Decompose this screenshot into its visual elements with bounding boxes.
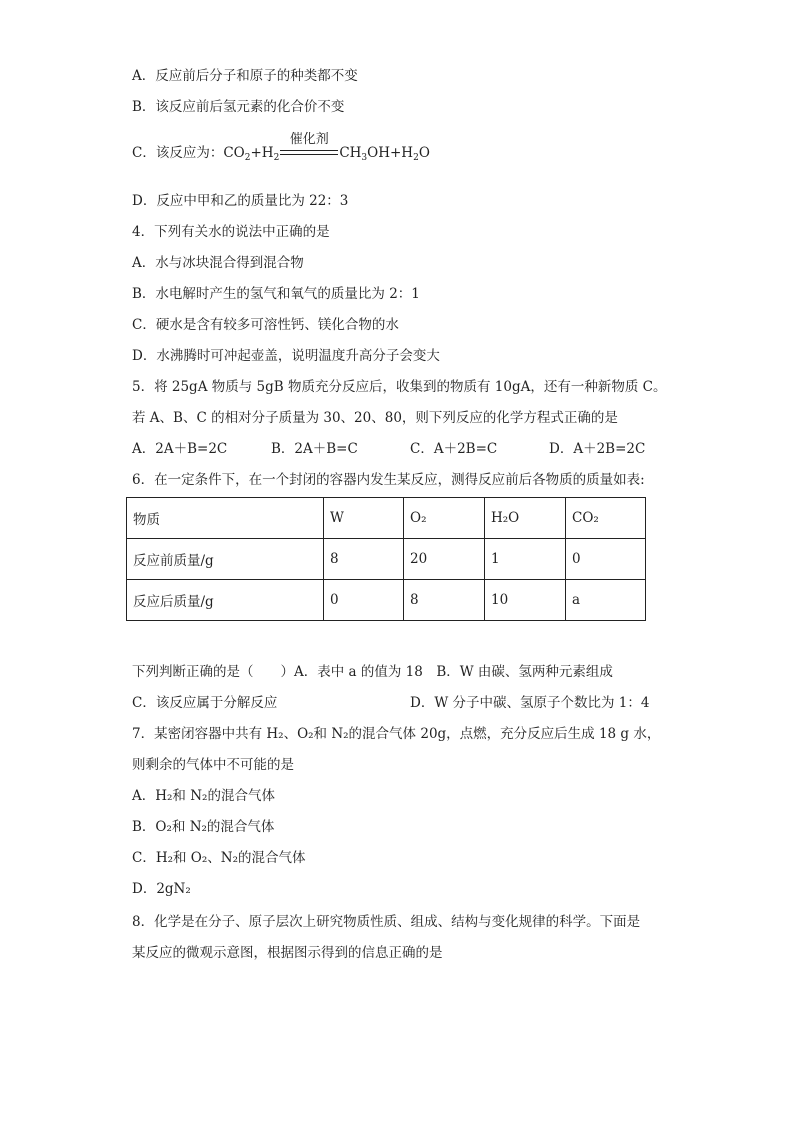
- q7-stem-line2: 则剩余的气体中不可能的是: [132, 757, 294, 773]
- table-cell: 1: [485, 539, 566, 580]
- q6-option-d: D．W 分子中碳、氢原子个数比为 1：4: [410, 695, 650, 711]
- equation-arrow: [280, 131, 338, 163]
- table-header-cell: O₂: [404, 498, 485, 539]
- q7-option-d: D．2gN₂: [132, 881, 191, 897]
- table-header-cell: W: [324, 498, 404, 539]
- table-header-row: [127, 498, 646, 539]
- equation: $CO_2+H_2$ 催化剂 $CH_3OH+H_2O$: [223, 131, 430, 163]
- q5-option-b: B．2A＋B=C: [271, 441, 358, 457]
- q3-option-b: B．该反应前后氢元素的化合价不变: [132, 99, 345, 115]
- q5-stem-line2: 若 A、B、C 的相对分子质量为 30、20、80，则下列反应的化学方程式正确的是: [132, 410, 618, 426]
- q4-stem: 4．下列有关水的说法中正确的是: [132, 224, 330, 240]
- table-cell: a: [566, 580, 646, 621]
- table-header-cell: H₂O: [485, 498, 566, 539]
- table-cell: 0: [324, 580, 404, 621]
- table-header-cell: CO₂: [566, 498, 646, 539]
- q7-option-b: B．O₂和 N₂的混合气体: [132, 819, 275, 835]
- q3c-prefix: C．该反应为：: [132, 145, 224, 161]
- q7-option-c: C．H₂和 O₂、N₂的混合气体: [132, 850, 306, 866]
- q8-stem-line2: 某反应的微观示意图，根据图示得到的信息正确的是: [132, 945, 443, 961]
- q4-option-d: D．水沸腾时可冲起壶盖，说明温度升高分子会变大: [132, 348, 440, 364]
- q4-option-b: B．水电解时产生的氢气和氧气的质量比为 2：1: [132, 286, 420, 302]
- table-row: [127, 539, 646, 580]
- q6-stem: 6．在一定条件下，在一个封闭的容器内发生某反应，测得反应前后各物质的质量如表:: [132, 472, 645, 488]
- q5-option-a: A．2A＋B=2C: [132, 441, 228, 457]
- q4-option-c: C．硬水是含有较多可溶性钙、镁化合物的水: [132, 317, 399, 333]
- q5-option-d: D．A＋2B=2C: [549, 441, 646, 457]
- table-cell: 8: [404, 580, 485, 621]
- table-header-cell: 物质: [127, 498, 324, 539]
- table-cell: 10: [485, 580, 566, 621]
- q6-options-line1: 下列判断正确的是（ ）A．表中 a 的值为 18 B．W 由碳、氢两种元素组成: [132, 664, 613, 680]
- q3-option-c: [132, 131, 430, 163]
- q5-option-c: C．A＋2B=C: [410, 441, 498, 457]
- table-row: [127, 580, 646, 621]
- table-cell: 8: [324, 539, 404, 580]
- table-cell: 20: [404, 539, 485, 580]
- table-cell: 反应前质量/g: [127, 539, 324, 580]
- table-cell: 反应后质量/g: [127, 580, 324, 621]
- mass-table: [126, 497, 646, 621]
- q4-option-a: A．水与冰块混合得到混合物: [132, 255, 304, 271]
- q3-option-a: A．反应前后分子和原子的种类都不变: [132, 68, 358, 84]
- q5-stem-line1: 5．将 25gA 物质与 5gB 物质充分反应后，收集到的物质有 10gA，还有一种新物质 C。: [132, 379, 667, 395]
- q7-stem-line1: 7．某密闭容器中共有 H₂、O₂和 N₂的混合气体 20g，点燃，充分反应后生成 18 g 水，: [132, 726, 661, 742]
- table-cell: 0: [566, 539, 646, 580]
- q6-option-c: C．该反应属于分解反应: [132, 695, 278, 711]
- q7-option-a: A．H₂和 N₂的混合气体: [132, 788, 275, 804]
- q8-stem-line1: 8．化学是在分子、原子层次上研究物质性质、组成、结构与变化规律的科学。下面是: [132, 914, 641, 930]
- q3-option-d: D．反应中甲和乙的质量比为 22：3: [132, 193, 349, 209]
- catalyst-label: 催化剂: [289, 131, 329, 147]
